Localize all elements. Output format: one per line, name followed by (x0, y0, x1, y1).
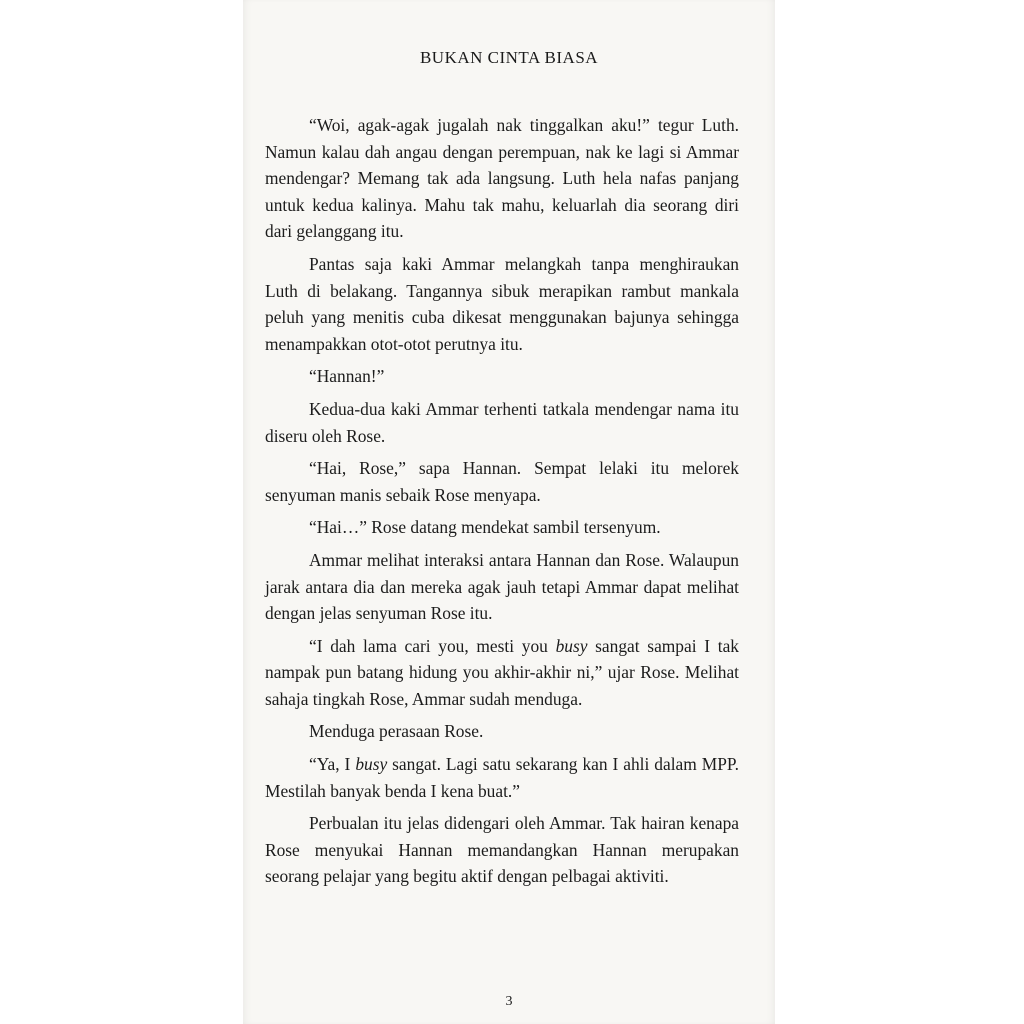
running-header: BUKAN CINTA BIASA (419, 48, 599, 67)
paragraph: Kedua-dua kaki Ammar terhenti tatkala mendengar nama itu diseru oleh Rose. (265, 398, 739, 446)
paragraph: Perbualan itu jelas didengari oleh Ammar. Tak hairan kenapa Rose menyukai Hannan memandangkan Hannan merupakan seorang pelajar yang begitu aktif dengan pelbagai aktiviti. (265, 813, 739, 887)
paragraph (265, 751, 739, 804)
text-run: “I dah lama cari you, mesti you (309, 635, 556, 656)
text-run: sangat. Lagi satu sekarang kan I ahli dalam MPP. Mestilah banyak benda I kena buat.” (265, 754, 739, 801)
paragraph: “Hai, Rose,” sapa Hannan. Sempat lelaki itu melorek senyuman manis sebaik Rose menyapa. (265, 458, 739, 505)
paragraph (265, 633, 739, 713)
paragraph: Ammar melihat interaksi antara Hannan dan Rose. Walaupun jarak antara dia dan mereka agak jauh tetapi Ammar dapat melihat dengan jelas senyuman Rose itu. (265, 549, 739, 624)
italic-text: busy (555, 635, 588, 656)
paragraph: Pantas saja kaki Ammar melangkah tanpa menghiraukan Luth di belakang. Tangannya sibuk merapikan rambut mankala peluh yang menitis cuba dikesat menggunakan bajunya sehingga menampakkan otot-otot perutnya itu. (265, 253, 739, 354)
paragraph: Menduga perasaan Rose. (309, 721, 484, 742)
paragraph: “Woi, agak-agak jugalah nak tinggalkan aku!” tegur Luth. Namun kalau dah angau dengan perempuan, nak ke lagi si Ammar mendengar? Memang tak ada langsung. Luth hela nafas panjang untuk kedua kalinya. Mahu tak mahu, keluarlah dia seorang diri dari gelanggang itu. (265, 115, 739, 242)
text-run: “Ya, I (309, 754, 356, 775)
page-number: 3 (505, 994, 513, 1009)
italic-text: busy (355, 754, 388, 775)
text-run: sangat sampai I tak nampak pun batang hidung you akhir-akhir ni,” ujar Rose. Melihat sahaja tingkah Rose, Ammar sudah menduga. (265, 635, 739, 709)
paragraph: “Hannan!” (309, 366, 385, 387)
paragraph: “Hai…” Rose datang mendekat sambil tersenyum. (309, 517, 661, 538)
book-page (243, 0, 775, 1024)
body-text (265, 112, 739, 896)
